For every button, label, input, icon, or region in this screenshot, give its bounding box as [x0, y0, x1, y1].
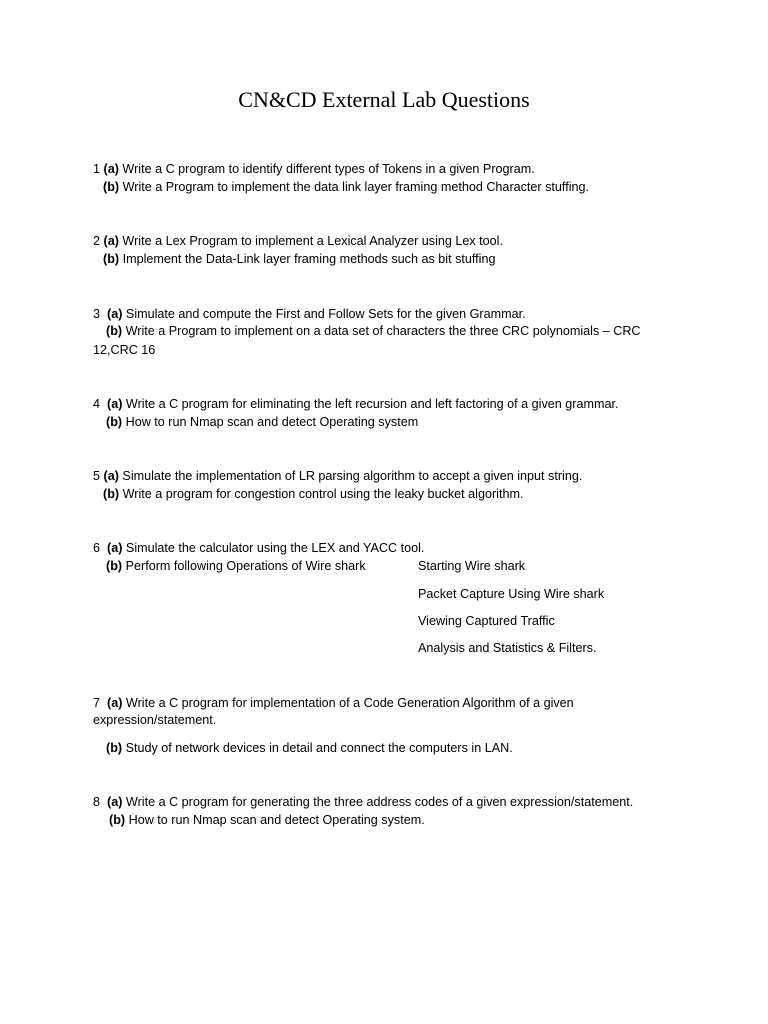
part-label: (b) [106, 324, 123, 338]
part-label: (b) [106, 559, 123, 573]
part-label: (b) [109, 813, 126, 827]
question-3-part-a [93, 305, 526, 323]
part-label: (b) [103, 252, 120, 266]
part-label: (b) [103, 180, 120, 194]
part-text: Write a C program for eliminating the left recursion and left factoring of a given grammar. [122, 397, 619, 411]
part-text: How to run Nmap scan and detect Operating system [122, 415, 419, 429]
page-title: CN&CD External Lab Questions [238, 87, 530, 112]
question-6-part-b [106, 557, 366, 575]
question-number: 5 [93, 469, 101, 483]
question-7-part-b [106, 739, 513, 757]
part-text: Write a Program to implement on a data set of characters the three CRC polynomials – CRC [122, 324, 641, 338]
part-text: Simulate the implementation of LR parsing algorithm to accept a given input string. [118, 469, 583, 483]
question-3-part-b [106, 322, 641, 340]
question-4-part-a [93, 395, 618, 413]
part-text: Write a program for congestion control using the leaky bucket algorithm. [119, 487, 524, 501]
question-7-part-a [93, 694, 574, 712]
question-7-part-a-continued: expression/statement. [93, 713, 217, 727]
part-text: Write a C program for implementation of a Code Generation Algorithm of a given [122, 696, 574, 710]
part-label: (a) [107, 795, 123, 809]
question-3-part-b-continued: 12,CRC 16 [93, 343, 156, 357]
question-number: 3 [93, 307, 101, 321]
question-number: 2 [93, 234, 101, 248]
question-5-part-a [93, 467, 582, 485]
wireshark-operation-item: Starting Wire shark [418, 559, 526, 573]
question-number: 6 [93, 541, 101, 555]
question-number: 4 [93, 397, 101, 411]
question-number: 7 [93, 696, 101, 710]
question-1-part-a [93, 160, 535, 178]
part-text: Implement the Data-Link layer framing methods such as bit stuffing [119, 252, 496, 266]
part-text: How to run Nmap scan and detect Operating system. [125, 813, 425, 827]
part-label: (a) [107, 307, 123, 321]
question-2-part-b [103, 250, 495, 268]
question-6-part-a [93, 539, 424, 557]
part-label: (a) [107, 541, 123, 555]
question-1-part-b [103, 178, 589, 196]
question-number: 8 [93, 795, 101, 809]
part-label: (a) [107, 397, 123, 411]
wireshark-operation-item: Analysis and Statistics & Filters. [418, 641, 597, 655]
part-text: Write a Lex Program to implement a Lexical Analyzer using Lex tool. [118, 234, 503, 248]
part-text: Write a C program for generating the three address codes of a given expression/statement. [122, 795, 634, 809]
wireshark-operation-item: Viewing Captured Traffic [418, 614, 555, 628]
part-text: Simulate and compute the First and Follow Sets for the given Grammar. [122, 307, 526, 321]
question-8-part-a [93, 793, 633, 811]
part-label: (a) [103, 234, 119, 248]
part-label: (a) [103, 162, 119, 176]
question-4-part-b [106, 413, 418, 431]
part-text: Perform following Operations of Wire shark [122, 559, 366, 573]
part-text: Simulate the calculator using the LEX and YACC tool. [122, 541, 425, 555]
wireshark-operation-item: Packet Capture Using Wire shark [418, 587, 605, 601]
part-label: (b) [106, 415, 123, 429]
question-2-part-a [93, 232, 503, 250]
question-number: 1 [93, 162, 101, 176]
part-label: (b) [103, 487, 120, 501]
question-5-part-b [103, 485, 523, 503]
part-label: (b) [106, 741, 123, 755]
part-text: Write a C program to identify different types of Tokens in a given Program. [118, 162, 535, 176]
part-label: (a) [107, 696, 123, 710]
part-text: Write a Program to implement the data link layer framing method Character stuffing. [119, 180, 590, 194]
part-label: (a) [103, 469, 119, 483]
part-text: Study of network devices in detail and connect the computers in LAN. [122, 741, 513, 755]
question-8-part-b [109, 811, 425, 829]
